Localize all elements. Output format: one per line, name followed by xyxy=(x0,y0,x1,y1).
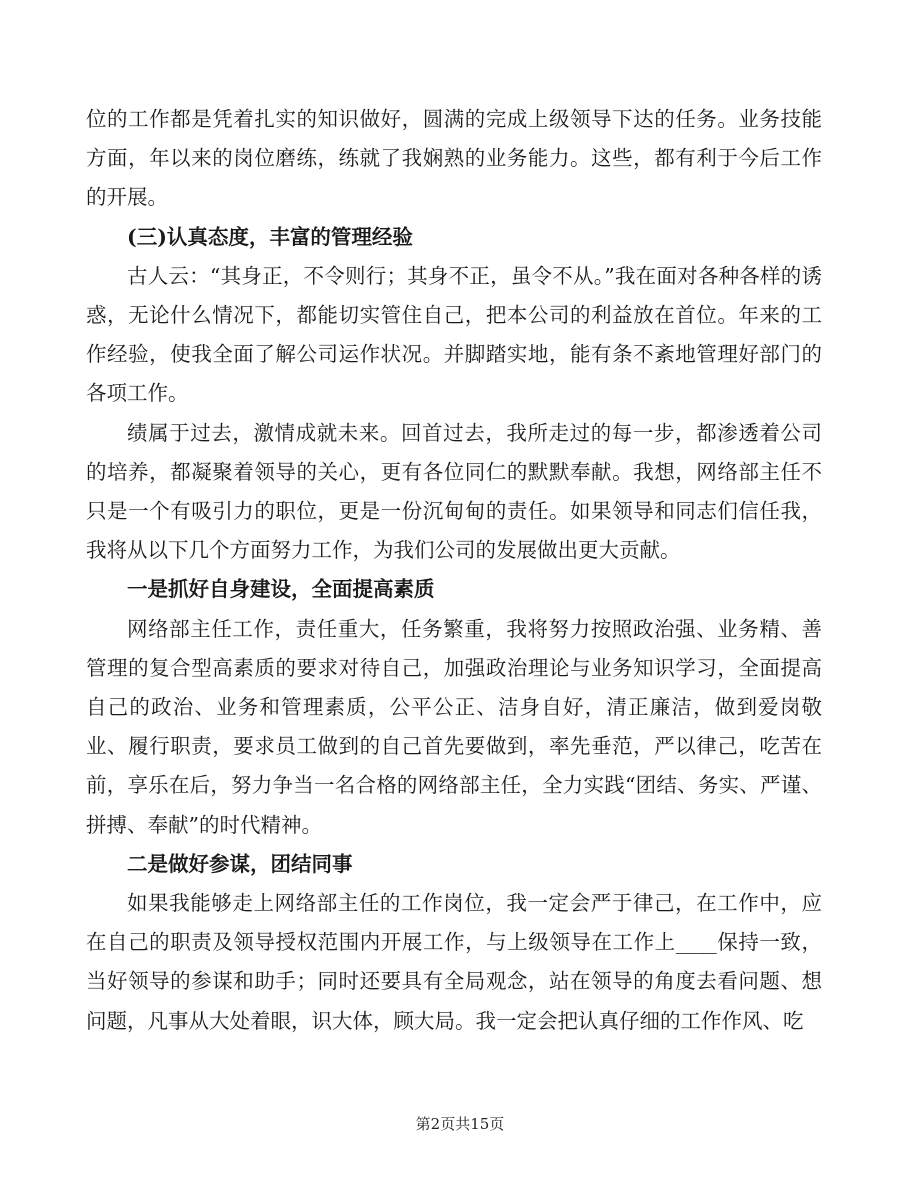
paragraph-self-building: 网络部主任工作，责任重大，任务繁重，我将努力按照政治强、业务精、善管理的复合型高素质的要求对待自己，加强政治理论与业务知识学习，全面提高自己的政治、业务和管理素质，公平公正、洁身自好，清正廉洁，做到爱岗敬业、履行职责，要求员工做到的自己首先要做到，率先垂范，严以律己，吃苦在前，享乐在后，努力争当一名合格的网络部主任，全力实践“团结、务实、严谨、拼搏、奉献”的时代精神。 xyxy=(86,616,822,837)
paragraph-continuation: 位的工作都是凭着扎实的知识做好，圆满的完成上级领导下达的任务。业务技能方面，年以来的岗位磨练，练就了我娴熟的业务能力。这些，都有利于今后工作的开展。 xyxy=(86,107,822,210)
section-heading-self-building: 一是抓好自身建设，全面提高素质 xyxy=(127,577,435,602)
page-number-footer: 第2页共15页 xyxy=(415,1115,505,1133)
section-heading-advisor-unity: 二是做好参谋，团结同事 xyxy=(127,851,353,876)
paragraph-ancient-saying: 古人云：“其身正，不令则行；其身不正，虽令不从。”我在面对各种各样的诱惑，无论什么情况下，都能切实管住自己，把本公司的利益放在首位。年来的工作经验，使我全面了解公司运作状况。并脚踏实地，能有条不紊地管理好部门的各项工作。 xyxy=(86,263,822,406)
document-body xyxy=(86,100,822,1041)
section-heading-management-experience: (三)认真态度，丰富的管理经验 xyxy=(127,224,413,249)
paragraph-advisor-unity: 如果我能够走上网络部主任的工作岗位，我一定会严于律己，在工作中，应在自己的职责及领导授权范围内开展工作，与上级领导在工作上____保持一致，当好领导的参谋和助手；同时还要具有全局观念，站在领导的角度去看问题、想问题，凡事从大处着眼，识大体，顾大局。我一定会把认真仔细的工作作风、吃 xyxy=(86,891,822,1033)
paragraph-past-achievements: 绩属于过去，激情成就未来。回首过去，我所走过的每一步，都渗透着公司的培养，都凝聚着领导的关心，更有各位同仁的默默奉献。我想，网络部主任不只是一个有吸引力的职位，更是一份沉甸甸的责任。如果领导和同志们信任我，我将从以下几个方面努力工作，为我们公司的发展做出更大贡献。 xyxy=(86,420,822,563)
